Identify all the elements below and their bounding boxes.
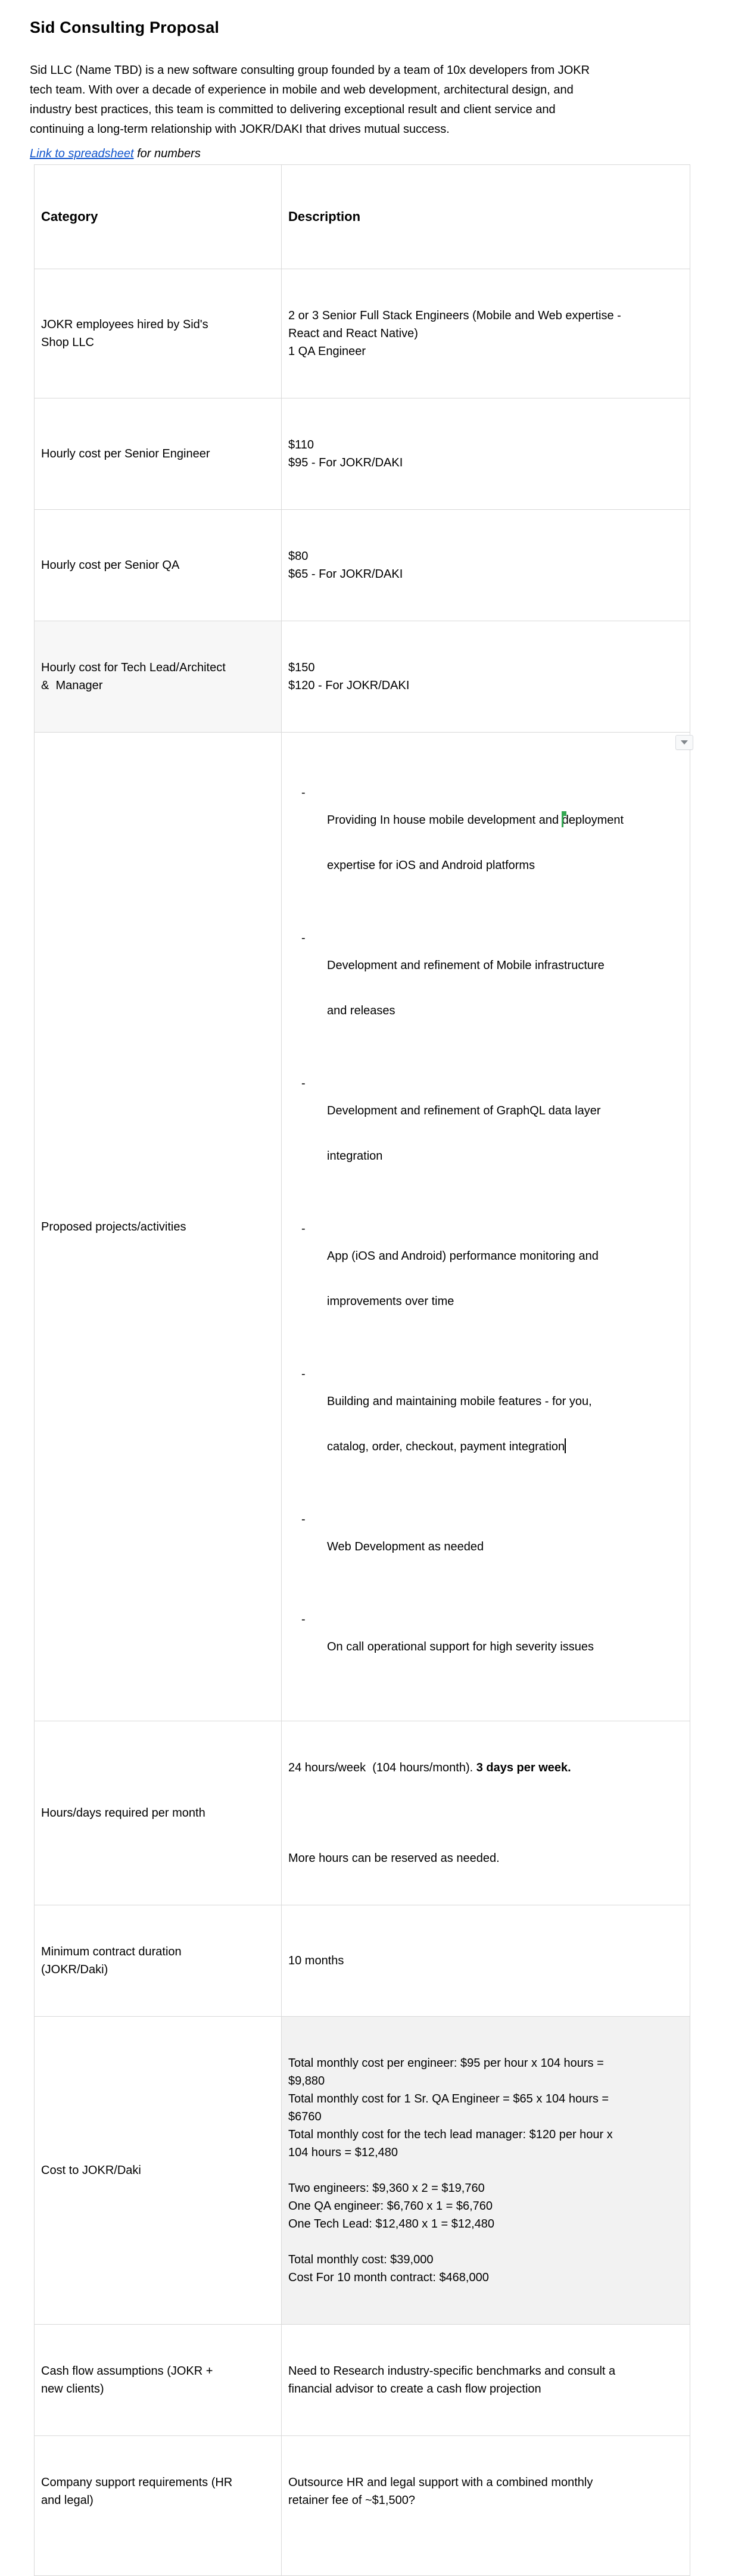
- bullet-dash: -: [301, 932, 306, 945]
- category-cell[interactable]: JOKR employees hired by Sid's Shop LLC: [35, 269, 282, 398]
- category-cell[interactable]: Company support requirements (HR and legal): [35, 2436, 282, 2576]
- category-cell[interactable]: Cash flow assumptions (JOKR + new clients): [35, 2325, 282, 2436]
- category-cell[interactable]: Cost to JOKR/Daki: [35, 2017, 282, 2325]
- category-cell[interactable]: Hours/days required per month: [35, 1721, 282, 1905]
- bullet-item: - Building and maintaining mobile features - for you, catalog, order, checkout, payment integration: [288, 1365, 683, 1483]
- link-suffix: for numbers: [133, 147, 201, 160]
- header-cell-description[interactable]: Description: [282, 165, 690, 269]
- category-cell-highlighted[interactable]: Hourly cost for Tech Lead/Architect & Manager: [35, 621, 282, 733]
- category-cell[interactable]: Proposed projects/activities: [35, 733, 282, 1721]
- proposal-table: [34, 164, 690, 2576]
- bold-text: 3 days per week.: [476, 1761, 571, 1774]
- table-header-row: [35, 165, 690, 269]
- bullet-item: - Web Development as needed: [288, 1510, 683, 1583]
- description-cell[interactable]: 24 hours/week (104 hours/month). 3 days per week. More hours can be reserved as needed.: [282, 1721, 690, 1905]
- chevron-down-icon: [681, 740, 688, 745]
- description-cell-highlighted[interactable]: Total monthly cost per engineer: $95 per hour x 104 hours = $9,880 Total monthly cost for 1 Sr. QA Engineer = $65 x 104 hours = $6760 Total monthly cost for the tech lead manager: $120 per hour x 104 hours = $12,480 Two engineers: $9,360 x 2 = $19,760 One QA engineer: $6,760 x 1 = $6,760 One Tech Lead: $12,480 x 1 = $12,480 Total monthly cost: $39,000 Cost For 10 month contract: $468,000: [282, 2017, 690, 2325]
- blank-line: [288, 1804, 683, 1822]
- table-row: [35, 510, 690, 621]
- spreadsheet-link[interactable]: Link to spreadsheet: [30, 147, 134, 160]
- table-row-cost: [35, 2017, 690, 2325]
- description-cell[interactable]: Need to Research industry-specific benchmarks and consult a financial advisor to create a cash flow projection: [282, 2325, 690, 2436]
- table-row: [35, 269, 690, 398]
- bullet-item: - Development and refinement of Mobile infrastructure and releases: [288, 929, 683, 1047]
- category-cell[interactable]: Hourly cost per Senior Engineer: [35, 398, 282, 510]
- bullet-item: - On call operational support for high severity issues: [288, 1611, 683, 1683]
- description-cell[interactable]: $80 $65 - For JOKR/DAKI: [282, 510, 690, 621]
- table-options-dropdown-button[interactable]: [675, 735, 693, 750]
- bullet-item: - Development and refinement of GraphQL data layer integration: [288, 1074, 683, 1192]
- description-cell[interactable]: 2 or 3 Senior Full Stack Engineers (Mobile and Web expertise - React and React Native) 1 QA Engineer: [282, 269, 690, 398]
- table-row: [35, 2325, 690, 2436]
- category-cell[interactable]: Minimum contract duration (JOKR/Daki): [35, 1905, 282, 2017]
- bullet-item: - App (iOS and Android) performance monitoring and improvements over time: [288, 1220, 683, 1338]
- document-title: Sid Consulting Proposal: [30, 18, 220, 36]
- table-row: [35, 2436, 690, 2576]
- description-cell[interactable]: 10 months: [282, 1905, 690, 2017]
- bullet-dash: -: [301, 786, 306, 799]
- link-line: [30, 145, 729, 163]
- table-row-proposed-projects: [35, 733, 690, 1721]
- bullet-dash: -: [301, 1222, 306, 1235]
- bullet-dash: -: [301, 1613, 306, 1626]
- table-row: [35, 1905, 690, 2017]
- bullet-item: - Providing In house mobile development and deployment expertise for iOS and Android platforms: [288, 784, 683, 902]
- bullet-dash: -: [301, 1077, 306, 1090]
- category-cell[interactable]: Hourly cost per Senior QA: [35, 510, 282, 621]
- description-cell[interactable]: $150 $120 - For JOKR/DAKI: [282, 621, 690, 733]
- table-row: [35, 621, 690, 733]
- bullet-dash: -: [301, 1368, 306, 1381]
- description-cell[interactable]: $110 $95 - For JOKR/DAKI: [282, 398, 690, 510]
- intro-paragraph: Sid LLC (Name TBD) is a new software consulting group founded by a team of 10x developers from JOKR tech team. With over a decade of experience in mobile and web development, architectural design, and industry best practices, this team is committed to delivering exceptional result and client service and continuing a long-term relationship with JOKR/DAKI that drives mutual success.: [30, 64, 590, 136]
- header-cell-category[interactable]: Category: [35, 165, 282, 269]
- table-row: [35, 398, 690, 510]
- bullet-dash: -: [301, 1513, 306, 1526]
- description-cell[interactable]: Outsource HR and legal support with a combined monthly retainer fee of ~$1,500?: [282, 2436, 690, 2576]
- description-cell-bullets[interactable]: [282, 733, 690, 1721]
- table-row-hours: [35, 1721, 690, 1905]
